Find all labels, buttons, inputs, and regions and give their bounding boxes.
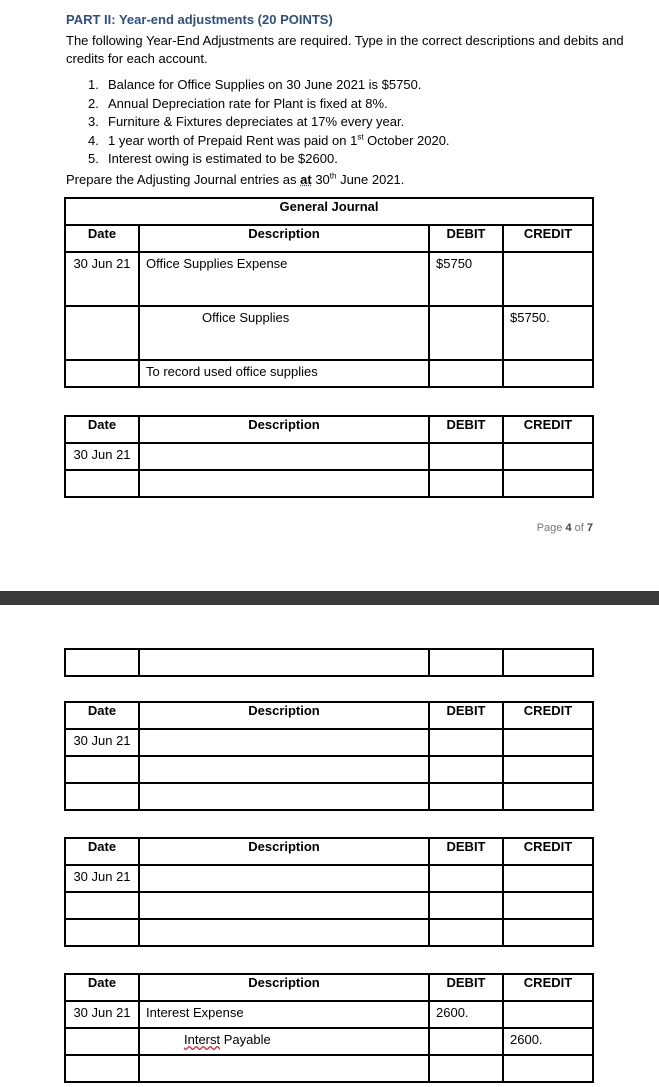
journal-caption: General Journal: [65, 198, 593, 225]
description-cell[interactable]: [139, 783, 429, 810]
table-row: [65, 470, 593, 497]
table-row: [65, 1055, 593, 1082]
description-cell[interactable]: [139, 756, 429, 783]
debit-cell[interactable]: $5750: [429, 252, 503, 306]
date-cell[interactable]: [65, 649, 139, 676]
journal-table-6: [64, 973, 594, 1083]
header-debit: DEBIT: [429, 416, 503, 443]
header-credit: CREDIT: [503, 702, 593, 729]
table-row: [65, 252, 593, 306]
table-row: [65, 443, 593, 470]
date-cell[interactable]: 30 Jun 21: [65, 1001, 139, 1028]
item-number: 2.: [88, 95, 99, 111]
item-text: October 2020.: [363, 132, 450, 148]
page-break-divider: [0, 591, 659, 605]
header-debit: DEBIT: [429, 838, 503, 865]
date-cell[interactable]: [65, 360, 139, 387]
header-credit: CREDIT: [503, 974, 593, 1001]
credit-cell[interactable]: [503, 470, 593, 497]
header-description: Description: [139, 974, 429, 1001]
credit-cell[interactable]: [503, 1001, 593, 1028]
description-cell[interactable]: [139, 1055, 429, 1082]
header-date: Date: [65, 225, 139, 252]
date-cell[interactable]: 30 Jun 21: [65, 443, 139, 470]
table-row: [65, 649, 593, 676]
journal-table-1: [64, 197, 594, 388]
credit-cell[interactable]: [503, 649, 593, 676]
table-row: [65, 919, 593, 946]
debit-cell[interactable]: [429, 443, 503, 470]
item-text: Annual Depreciation rate for Plant is fixed at 8%.: [108, 95, 388, 111]
credit-cell[interactable]: [503, 443, 593, 470]
header-description: Description: [139, 416, 429, 443]
item-text: Furniture & Fixtures depreciates at 17% every year.: [108, 114, 405, 129]
list-item: [88, 113, 450, 132]
table-row: [65, 756, 593, 783]
instructions: The following Year-End Adjustments are required. Type in the correct descriptions and debits and credits for each account.: [66, 33, 624, 66]
table-row: [65, 892, 593, 919]
credit-cell[interactable]: [503, 756, 593, 783]
header-credit: CREDIT: [503, 416, 593, 443]
adjustment-list: [88, 76, 450, 169]
credit-cell[interactable]: $5750.: [503, 306, 593, 360]
date-cell[interactable]: 30 Jun 21: [65, 729, 139, 756]
debit-cell[interactable]: [429, 1055, 503, 1082]
header-date: Date: [65, 416, 139, 443]
header-credit: CREDIT: [503, 225, 593, 252]
prompt-text: Prepare the Adjusting Journal entries as at 30th June 2021.: [66, 171, 405, 187]
table-row: [65, 783, 593, 810]
date-cell[interactable]: [65, 783, 139, 810]
description-cell[interactable]: [139, 892, 429, 919]
description-cell[interactable]: Office Supplies Expense: [139, 252, 429, 306]
description-cell[interactable]: To record used office supplies: [139, 360, 429, 387]
item-number: 4.: [88, 132, 99, 148]
header-debit: DEBIT: [429, 702, 503, 729]
description-cell[interactable]: [139, 443, 429, 470]
credit-cell[interactable]: [503, 360, 593, 387]
item-number: 5.: [88, 151, 99, 166]
debit-cell[interactable]: 2600.: [429, 1001, 503, 1028]
credit-cell[interactable]: [503, 783, 593, 810]
header-date: Date: [65, 974, 139, 1001]
debit-cell[interactable]: [429, 306, 503, 360]
credit-cell[interactable]: [503, 1055, 593, 1082]
credit-cell[interactable]: [503, 252, 593, 306]
debit-cell[interactable]: [429, 783, 503, 810]
description-cell[interactable]: Office Supplies: [139, 306, 429, 360]
debit-cell[interactable]: [429, 649, 503, 676]
header-date: Date: [65, 838, 139, 865]
table-row: [65, 729, 593, 756]
date-cell[interactable]: [65, 756, 139, 783]
list-item: [88, 150, 450, 169]
description-cell[interactable]: [139, 649, 429, 676]
credit-cell[interactable]: [503, 729, 593, 756]
table-row: [65, 306, 593, 360]
list-item: [88, 95, 450, 114]
journal-table-5: [64, 837, 594, 947]
spellcheck-word: Interst: [184, 1032, 221, 1047]
table-row: [65, 1028, 593, 1055]
date-cell[interactable]: [65, 919, 139, 946]
header-credit: CREDIT: [503, 838, 593, 865]
credit-cell[interactable]: [503, 892, 593, 919]
table-row: [65, 865, 593, 892]
description-cell[interactable]: [139, 470, 429, 497]
item-number: 1.: [88, 77, 99, 92]
description-cell[interactable]: [139, 729, 429, 756]
debit-cell[interactable]: [429, 865, 503, 892]
debit-cell[interactable]: [429, 756, 503, 783]
date-cell[interactable]: 30 Jun 21: [65, 865, 139, 892]
ordinal-suffix: st: [357, 132, 364, 142]
table-row: [65, 1001, 593, 1028]
description-cell[interactable]: Interest Expense: [139, 1001, 429, 1028]
header-debit: DEBIT: [429, 974, 503, 1001]
debit-cell[interactable]: [429, 1028, 503, 1055]
date-cell[interactable]: [65, 892, 139, 919]
journal-table-3: [64, 648, 594, 677]
debit-cell[interactable]: [429, 360, 503, 387]
item-number: 3.: [88, 114, 99, 129]
header-debit: DEBIT: [429, 225, 503, 252]
page-number: Page 4 of 7: [536, 522, 593, 534]
debit-cell[interactable]: [429, 729, 503, 756]
header-description: Description: [139, 225, 429, 252]
item-text: Balance for Office Supplies on 30 June 2021 is $5750.: [108, 77, 422, 92]
journal-table-2: [64, 415, 594, 498]
debit-cell[interactable]: [429, 470, 503, 497]
list-item: [88, 76, 450, 95]
debit-cell[interactable]: [429, 919, 503, 946]
item-text: Interest owing is estimated to be $2600.: [108, 151, 338, 166]
list-item: [88, 132, 450, 151]
date-cell[interactable]: 30 Jun 21: [65, 252, 139, 306]
header-description: Description: [139, 702, 429, 729]
debit-cell[interactable]: [429, 892, 503, 919]
header-date: Date: [65, 702, 139, 729]
date-cell[interactable]: [65, 306, 139, 360]
credit-cell[interactable]: [503, 919, 593, 946]
date-cell[interactable]: [65, 470, 139, 497]
spellcheck-word: at: [300, 172, 312, 187]
section-title: PART II: Year-end adjustments (20 POINTS): [66, 12, 333, 27]
credit-cell[interactable]: [503, 865, 593, 892]
credit-cell[interactable]: 2600.: [503, 1028, 593, 1055]
table-row: [65, 360, 593, 387]
journal-table-4: [64, 701, 594, 811]
description-cell[interactable]: [139, 865, 429, 892]
date-cell[interactable]: [65, 1055, 139, 1082]
header-description: Description: [139, 838, 429, 865]
description-cell[interactable]: Interst Payable: [139, 1028, 429, 1055]
description-cell[interactable]: [139, 919, 429, 946]
date-cell[interactable]: [65, 1028, 139, 1055]
item-text: 1 year worth of Prepaid Rent was paid on 1: [108, 132, 358, 148]
